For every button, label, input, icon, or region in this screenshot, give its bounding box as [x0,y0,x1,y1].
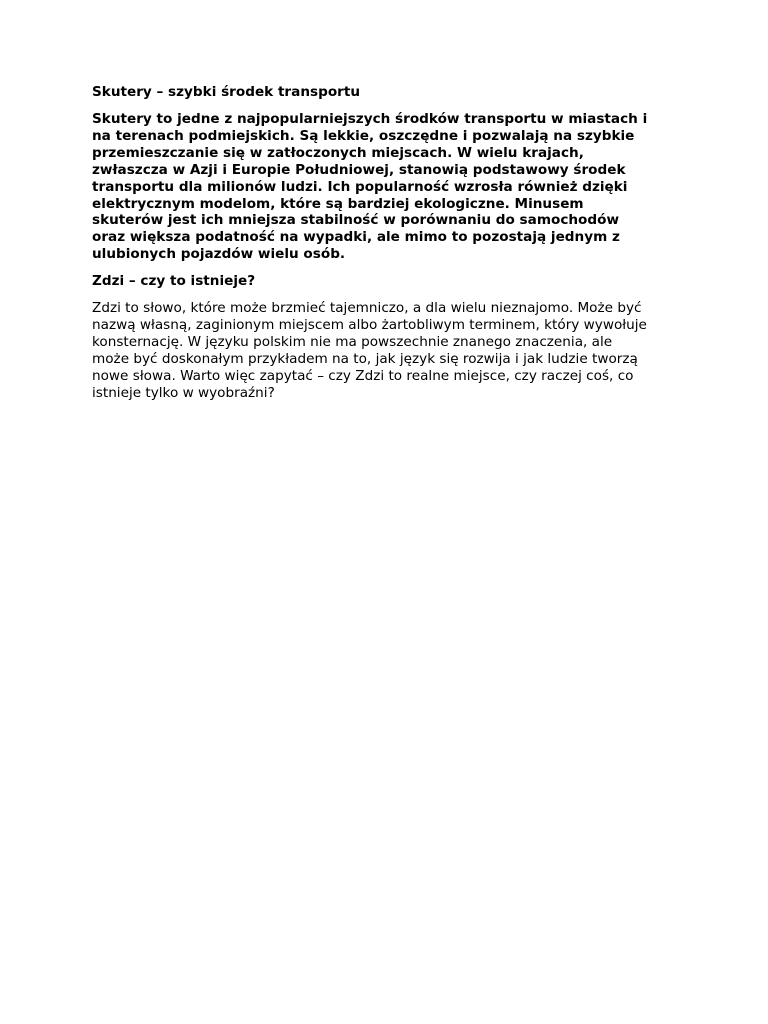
heading-skutery: Skutery – szybki środek transportu [92,84,361,100]
paragraph-line: Skutery to jedne z najpopularniejszych środków transportu w miastach i [92,111,648,127]
paragraph-line: oraz większa podatność na wypadki, ale mimo to pozostają jednym z [92,229,620,246]
paragraph-line: zwłaszcza w Azji i Europie Południowej, stanowią podstawowy środek [92,161,626,178]
paragraph-line: nazwą własną, zaginionym miejscem albo żartobliwym terminem, który wywołuje [92,317,647,334]
paragraph-line: skuterów jest ich mniejsza stabilność w porównaniu do samochodów [92,212,620,229]
paragraph-line: przemieszczanie się w zatłoczonych miejscach. W wielu krajach, [92,144,584,161]
paragraph-line: może być doskonałym przykładem na to, jak język się rozwija i jak ludzie tworzą [92,350,638,367]
paragraph-skutery [92,111,682,263]
paragraph-line: konsternację. W języku polskim nie ma powszechnie znanego znaczenia, ale [92,333,613,350]
paragraph-line: elektrycznym modelom, które są bardziej ekologiczne. Minusem [92,195,584,212]
paragraph-line: istnieje tylko w wyobraźni? [92,384,275,401]
heading-zdzi: Zdzi – czy to istnieje? [92,273,256,290]
paragraph-line: ulubionych pojazdów wielu osób. [92,246,346,263]
paragraph-line: na terenach podmiejskich. Są lekkie, oszczędne i pozwalają na szybkie [92,127,635,144]
paragraph-zdzi [92,300,682,401]
paragraph-line: nowe słowa. Warto więc zapytać – czy Zdzi to realne miejsce, czy raczej coś, co [92,367,634,384]
paragraph-line: Zdzi to słowo, które może brzmieć tajemniczo, a dla wielu nieznajomo. Może być [92,300,642,317]
document-body [92,84,682,402]
paragraph-line: transportu dla milionów ludzi. Ich popularność wzrosła również dzięki [92,178,628,195]
